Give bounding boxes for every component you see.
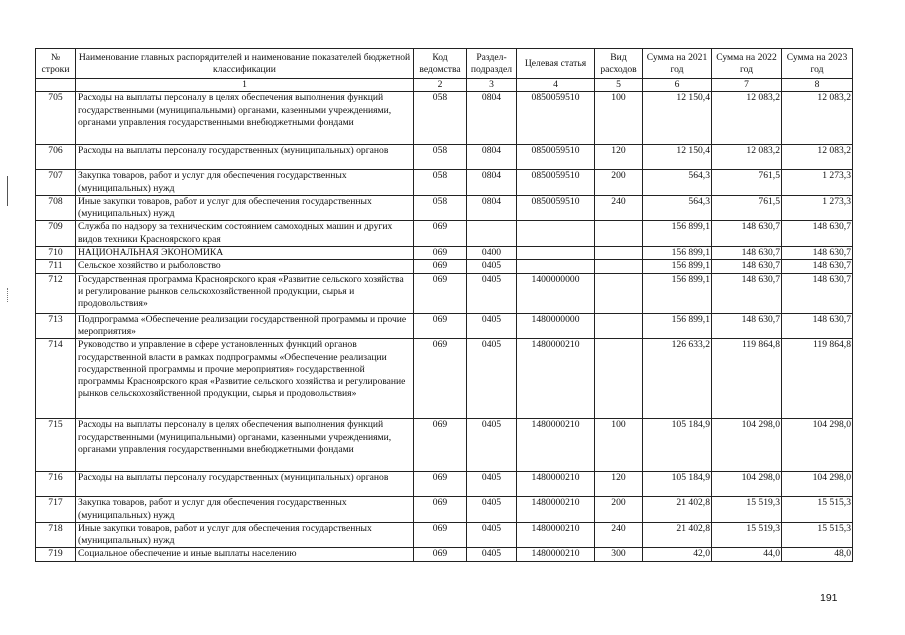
header-expense-type: Вид расходов — [595, 49, 643, 79]
cell-expense-type: 240 — [595, 522, 643, 548]
cell-row-number: 716 — [36, 472, 76, 497]
cell-sum-2023: 119 864,8 — [782, 339, 853, 419]
cell-section: 0804 — [467, 195, 517, 221]
cell-row-number: 713 — [36, 313, 76, 339]
cell-sum-2023: 104 298,0 — [782, 419, 853, 472]
column-number: 8 — [782, 79, 853, 92]
cell-expense-type: 120 — [595, 145, 643, 170]
cell-name: Иные закупки товаров, работ и услуг для обеспечения государственных (муниципальных) нужд — [76, 522, 414, 548]
cell-section: 0405 — [467, 260, 517, 273]
cell-name: Закупка товаров, работ и услуг для обеспечения государственных (муниципальных) нужд — [76, 497, 414, 523]
table-row — [36, 313, 853, 339]
page-number: 191 — [820, 592, 838, 604]
cell-target-item: 1480000000 — [517, 313, 595, 339]
table-row — [36, 419, 853, 472]
header-sum-2022: Сумма на 2022 год — [712, 49, 782, 79]
cell-row-number: 714 — [36, 339, 76, 419]
cell-row-number: 706 — [36, 145, 76, 170]
cell-dept-code: 069 — [414, 472, 467, 497]
header-section: Раздел-подраздел — [467, 49, 517, 79]
column-number: 7 — [712, 79, 782, 92]
cell-sum-2023: 1 273,3 — [782, 195, 853, 221]
cell-target-item: 0850059510 — [517, 195, 595, 221]
cell-name: Закупка товаров, работ и услуг для обеспечения государственных (муниципальных) нужд — [76, 170, 414, 196]
cell-target-item: 1480000210 — [517, 497, 595, 523]
cell-section: 0405 — [467, 339, 517, 419]
cell-name: Руководство и управление в сфере установленных функций органов государственной власти в рамках подпрограммы «Обеспечение реализации государственной программы и прочие мероприятия» государственной программы Красноярского края «Развитие сельского хозяйства и регулирование рынков сельскохозяйственной продукции, сырья и продовольствия» — [76, 339, 414, 419]
cell-expense-type: 100 — [595, 92, 643, 145]
cell-dept-code: 069 — [414, 497, 467, 523]
cell-sum-2021: 12 150,4 — [643, 92, 712, 145]
cell-expense-type — [595, 313, 643, 339]
cell-name: Социальное обеспечение и иные выплаты населению — [76, 548, 414, 561]
cell-sum-2022: 15 519,3 — [712, 497, 782, 523]
table-row — [36, 247, 853, 260]
cell-sum-2022: 12 083,2 — [712, 92, 782, 145]
cell-sum-2021: 105 184,9 — [643, 419, 712, 472]
cell-dept-code: 069 — [414, 247, 467, 260]
cell-sum-2023: 148 630,7 — [782, 273, 853, 313]
cell-sum-2023: 148 630,7 — [782, 313, 853, 339]
cell-dept-code: 069 — [414, 273, 467, 313]
header-name: Наименование главных распорядителей и наименование показателей бюджетной классификации — [76, 49, 414, 79]
table-row — [36, 472, 853, 497]
cell-section: 0405 — [467, 313, 517, 339]
column-number: 2 — [414, 79, 467, 92]
table-row — [36, 339, 853, 419]
cell-row-number: 707 — [36, 170, 76, 196]
cell-sum-2022: 15 519,3 — [712, 522, 782, 548]
cell-row-number: 718 — [36, 522, 76, 548]
cell-row-number: 710 — [36, 247, 76, 260]
column-number: 1 — [76, 79, 414, 92]
margin-dots — [7, 288, 9, 302]
cell-dept-code: 069 — [414, 313, 467, 339]
cell-expense-type: 300 — [595, 548, 643, 561]
cell-expense-type: 120 — [595, 472, 643, 497]
cell-sum-2021: 42,0 — [643, 548, 712, 561]
cell-sum-2022: 761,5 — [712, 195, 782, 221]
cell-dept-code: 069 — [414, 260, 467, 273]
cell-section: 0405 — [467, 522, 517, 548]
cell-sum-2023: 1 273,3 — [782, 170, 853, 196]
cell-sum-2023: 148 630,7 — [782, 221, 853, 247]
cell-sum-2021: 21 402,8 — [643, 497, 712, 523]
table-row — [36, 497, 853, 523]
cell-sum-2021: 156 899,1 — [643, 221, 712, 247]
budget-table-container — [35, 48, 853, 562]
table-row — [36, 260, 853, 273]
cell-dept-code: 069 — [414, 221, 467, 247]
cell-sum-2023: 12 083,2 — [782, 145, 853, 170]
budget-table — [35, 48, 853, 562]
cell-target-item: 1480000210 — [517, 419, 595, 472]
cell-target-item: 1480000210 — [517, 522, 595, 548]
cell-target-item: 1480000210 — [517, 472, 595, 497]
cell-row-number: 719 — [36, 548, 76, 561]
cell-section: 0804 — [467, 145, 517, 170]
cell-expense-type: 100 — [595, 419, 643, 472]
header-dept-code: Код ведомства — [414, 49, 467, 79]
cell-expense-type: 240 — [595, 195, 643, 221]
column-number — [36, 79, 76, 92]
cell-target-item — [517, 260, 595, 273]
cell-section: 0405 — [467, 548, 517, 561]
cell-sum-2022: 119 864,8 — [712, 339, 782, 419]
cell-row-number: 709 — [36, 221, 76, 247]
cell-sum-2022: 148 630,7 — [712, 247, 782, 260]
cell-sum-2023: 48,0 — [782, 548, 853, 561]
cell-section: 0405 — [467, 497, 517, 523]
cell-expense-type: 200 — [595, 170, 643, 196]
cell-sum-2022: 148 630,7 — [712, 313, 782, 339]
cell-target-item — [517, 221, 595, 247]
cell-section: 0405 — [467, 273, 517, 313]
cell-expense-type — [595, 247, 643, 260]
cell-section: 0804 — [467, 92, 517, 145]
cell-name: Государственная программа Красноярского края «Развитие сельского хозяйства и регулирование рынков сельскохозяйственной продукции, сырья и продовольствия» — [76, 273, 414, 313]
cell-sum-2021: 156 899,1 — [643, 313, 712, 339]
header-target-item: Целевая статья — [517, 49, 595, 79]
cell-row-number: 705 — [36, 92, 76, 145]
cell-target-item: 1480000210 — [517, 339, 595, 419]
table-row — [36, 170, 853, 196]
cell-row-number: 711 — [36, 260, 76, 273]
column-number: 5 — [595, 79, 643, 92]
cell-expense-type — [595, 221, 643, 247]
cell-sum-2021: 105 184,9 — [643, 472, 712, 497]
cell-sum-2022: 148 630,7 — [712, 221, 782, 247]
cell-name: Сельское хозяйство и рыболовство — [76, 260, 414, 273]
cell-sum-2021: 126 633,2 — [643, 339, 712, 419]
table-row — [36, 522, 853, 548]
cell-name: Расходы на выплаты персоналу в целях обеспечения выполнения функций государственными (муниципальными) органами, казенными учреждениями, органами управления государственными внебюджетными фондами — [76, 419, 414, 472]
cell-sum-2021: 564,3 — [643, 170, 712, 196]
cell-row-number: 712 — [36, 273, 76, 313]
cell-sum-2023: 104 298,0 — [782, 472, 853, 497]
cell-row-number: 717 — [36, 497, 76, 523]
cell-sum-2022: 44,0 — [712, 548, 782, 561]
cell-expense-type — [595, 339, 643, 419]
cell-sum-2023: 15 515,3 — [782, 522, 853, 548]
cell-sum-2022: 148 630,7 — [712, 260, 782, 273]
cell-sum-2022: 12 083,2 — [712, 145, 782, 170]
cell-expense-type: 200 — [595, 497, 643, 523]
cell-dept-code: 069 — [414, 522, 467, 548]
cell-target-item — [517, 247, 595, 260]
cell-section: 0405 — [467, 419, 517, 472]
cell-target-item: 0850059510 — [517, 170, 595, 196]
cell-sum-2021: 564,3 — [643, 195, 712, 221]
cell-dept-code: 069 — [414, 548, 467, 561]
cell-section: 0400 — [467, 247, 517, 260]
cell-dept-code: 058 — [414, 92, 467, 145]
cell-section: 0405 — [467, 472, 517, 497]
table-row — [36, 195, 853, 221]
cell-sum-2023: 148 630,7 — [782, 260, 853, 273]
cell-sum-2023: 15 515,3 — [782, 497, 853, 523]
cell-sum-2022: 148 630,7 — [712, 273, 782, 313]
cell-row-number: 708 — [36, 195, 76, 221]
cell-sum-2022: 104 298,0 — [712, 419, 782, 472]
cell-sum-2023: 12 083,2 — [782, 92, 853, 145]
cell-target-item: 1400000000 — [517, 273, 595, 313]
cell-row-number: 715 — [36, 419, 76, 472]
cell-section — [467, 221, 517, 247]
table-row — [36, 548, 853, 561]
table-row — [36, 221, 853, 247]
cell-name: Служба по надзору за техническим состоянием самоходных машин и других видов техники Красноярского края — [76, 221, 414, 247]
cell-name: Расходы на выплаты персоналу государственных (муниципальных) органов — [76, 472, 414, 497]
header-row — [36, 49, 853, 79]
cell-name: НАЦИОНАЛЬНАЯ ЭКОНОМИКА — [76, 247, 414, 260]
cell-name: Расходы на выплаты персоналу в целях обеспечения выполнения функций государственными (муниципальными) органами, казенными учреждениями, органами управления государственными внебюджетными фондами — [76, 92, 414, 145]
header-row-number: № строки — [36, 49, 76, 79]
margin-mark — [7, 176, 8, 206]
cell-dept-code: 058 — [414, 170, 467, 196]
cell-name: Расходы на выплаты персоналу государственных (муниципальных) органов — [76, 145, 414, 170]
column-number: 3 — [467, 79, 517, 92]
cell-sum-2021: 156 899,1 — [643, 273, 712, 313]
column-number: 4 — [517, 79, 595, 92]
cell-sum-2022: 761,5 — [712, 170, 782, 196]
cell-sum-2021: 12 150,4 — [643, 145, 712, 170]
cell-dept-code: 069 — [414, 339, 467, 419]
cell-sum-2021: 156 899,1 — [643, 247, 712, 260]
cell-expense-type — [595, 260, 643, 273]
cell-target-item: 0850059510 — [517, 92, 595, 145]
cell-sum-2022: 104 298,0 — [712, 472, 782, 497]
cell-dept-code: 058 — [414, 195, 467, 221]
cell-section: 0804 — [467, 170, 517, 196]
cell-sum-2023: 148 630,7 — [782, 247, 853, 260]
cell-name: Иные закупки товаров, работ и услуг для обеспечения государственных (муниципальных) нужд — [76, 195, 414, 221]
cell-dept-code: 069 — [414, 419, 467, 472]
cell-dept-code: 058 — [414, 145, 467, 170]
header-sum-2021: Сумма на 2021 год — [643, 49, 712, 79]
header-sum-2023: Сумма на 2023 год — [782, 49, 853, 79]
column-number: 6 — [643, 79, 712, 92]
cell-expense-type — [595, 273, 643, 313]
cell-sum-2021: 156 899,1 — [643, 260, 712, 273]
table-row — [36, 92, 853, 145]
table-row — [36, 145, 853, 170]
cell-target-item: 0850059510 — [517, 145, 595, 170]
column-number-row — [36, 79, 853, 92]
table-row — [36, 273, 853, 313]
cell-sum-2021: 21 402,8 — [643, 522, 712, 548]
cell-target-item: 1480000210 — [517, 548, 595, 561]
cell-name: Подпрограмма «Обеспечение реализации государственной программы и прочие мероприятия» — [76, 313, 414, 339]
